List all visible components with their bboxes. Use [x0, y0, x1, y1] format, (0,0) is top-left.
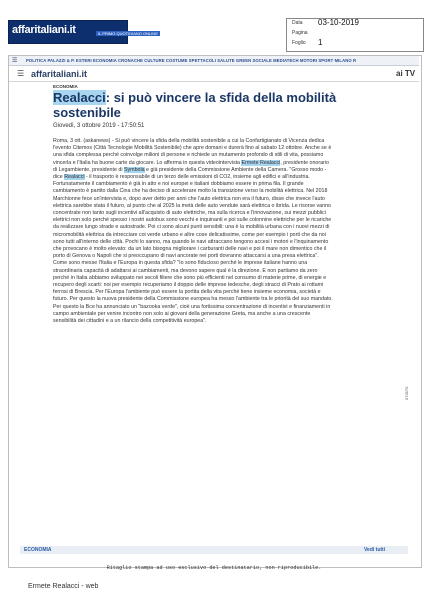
site-logo[interactable]: affaritaliani.it [31, 69, 88, 79]
clipping-code: 074570 [404, 386, 409, 400]
sheet-value: 1 [318, 38, 323, 47]
page-label: Pagina [292, 30, 308, 36]
article-body [53, 138, 333, 325]
publication-tagline: IL PRIMO QUOTIDIANO ONLINE [98, 31, 158, 36]
date-label: Data [292, 20, 303, 26]
hamburger-icon[interactable]: ☰ [17, 69, 25, 78]
body-highlight-symbola: Symbola [123, 166, 145, 173]
body-part: e già presidente della Commissione Ambiente della Camera. "Grosso modo - dice [53, 166, 327, 181]
clipping-disclaimer: Ritaglio stampa ad uso esclusivo del destinatario, non riproducibile. [106, 565, 322, 571]
body-highlight-realacci: Realacci [64, 174, 85, 181]
site-nav-items[interactable]: POLITICA PALAZZI & P. ESTERI ECONOMIA CRONACHE CULTURE COSTUME SPETTACOLI SALUTE GREEN SOCIALE MEDIATECH MOTORI SPORT MILANO R [26, 58, 357, 63]
title-rest: : si può vincere la sfida della mobilità sostenibile [53, 90, 337, 120]
footer-bar [20, 546, 408, 554]
article-title [53, 90, 353, 120]
article-date: Giovedì, 3 ottobre 2019 - 17:50:51 [53, 123, 145, 129]
footer-see-all-link[interactable]: Vedi tutti [364, 547, 386, 553]
body-part: Roma, 3 ott. (askanews) - Si può vincere la sfida della mobilità sostenibile a cui la Confartigianato di Vicenza dedica l'evento Citemos (Città Tecnologie Mobilità Sostenibile) che apre domani e durerà fino al sabato 12 ottobre. Anche se è una sfida complessa perché coinvolge milioni di persone e richiede un mutamento profondo di stili di vita, possiamo vincerla e l'Italia ha buone carte da giocare. Lo afferma in questa videointervista [53, 138, 332, 166]
section-tag[interactable]: ECONOMIA [53, 84, 78, 89]
title-highlight: Realacci [53, 90, 106, 105]
date-value: 03-10-2019 [318, 18, 359, 27]
publication-logo: affaritaliani.it [12, 24, 76, 36]
ai-tv-link[interactable]: ai TV [396, 69, 416, 78]
body-part: , presidente onorario di Legambiente, presidente di [53, 159, 329, 173]
sheet-label: Foglio [292, 40, 306, 46]
menu-icon[interactable]: ☰ [12, 58, 18, 64]
clipping-caption: Ermete Realacci - web [28, 583, 99, 590]
body-part: - il trasporto è responsabile di un terzo delle emissioni di CO2, insieme agli edifici e all'industria. Fortunatamente il cambiamento è già in atto e noi europei e italiani dobbiamo essere in prima fila. Il grande cambiamento è partito dalla Cina che ha deciso di accelerare molto la transizione verso la mobilità elettrica. Nel 2018 Marchionne fece un'intervista e, dopo aver detto per anni che l'auto elettrica non era il futuro, disse che invece l'auto elettrica sarebbe stata il futuro, al punto che al 2025 la metà delle auto vendute sarà elettrica o ibrida. Le risorse vanno concentrate non tanto sugli incentivi all'acquisto di auto elettriche, ma sulla ricerca e l'innovazione, sui mezzi pubblici elettrici non solo perché spesso i nostri autobus sono vecchi e inquinanti e poi sulle colonnine elettriche per le ricariche da realizzare lungo strade e autostrade. Poi ci sono alcuni punti sensibili: una è la mobilità urbana con i nuovi mezzi di micromobilità elettrica da intrecciare coi verde urbano e altre cose delicatissime, come per esempio i porti che da noi sono tutti all'interno delle città. Pochi lo sanno, ma quando le navi attraccano tengono accesi i motori e l'inquinamento che provocano è molto elevato: da un lato bisogna migliorare i carburanti delle navi e poi il mare non dimentico che il porto di Genova o Napoli che si preoccupano di navi ancorate nei porti dovranno attaccarsi a una presa elettrica". Come sono messe l'Italia e l'Europa in questa sfida? "Io sono fiducioso perché le imprese italiane hanno una straordinaria capacità di adattarsi ai cambiamenti, ma devono sapere qual è la direzione. E non partiamo da zero perché in Italia abbiamo sviluppato nei secoli filiere che sono più efficienti nel consumo di materie prime, di energie e recupero degli scarti: noi per esempio recuperiamo il doppio delle imprese tedesche, degli stracci di Prato ai rottami ferrosi di Brescia. Per l'Europa l'ambiente può essere la portita della vita perché tiene insieme economia, società e futuro. Per questo la nuova presidente della Commissione europea ha messo l'ambiente tra le priorità del suo mandato. Per questo la Bce ha annunciato un "bazooka verde", cioè una fortissima concentrazione di incentivi e finanziamenti in campo ambientale per venire incontro non solo ai giovani della generazione Greta, ma anche a una crescente sensibilità dei cittadini e a un rilancio della competitività europea". [53, 174, 333, 325]
footer-section-link[interactable]: ECONOMIA [24, 547, 52, 553]
body-highlight-name: Ermete Realacci [241, 159, 281, 166]
